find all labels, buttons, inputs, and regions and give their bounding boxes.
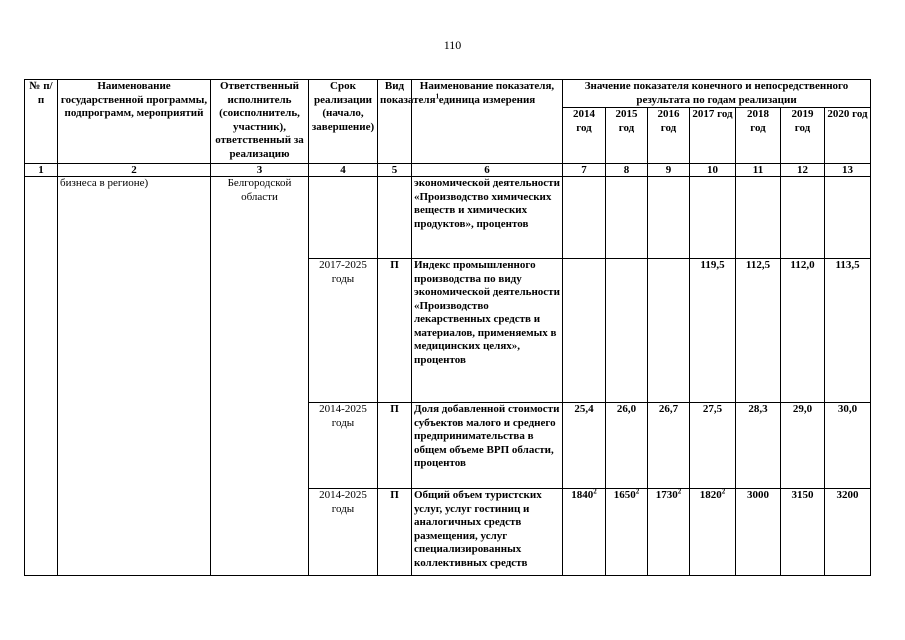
- cell-program-name: бизнеса в регионе): [58, 177, 211, 576]
- cell-responsible: Белгородской области: [211, 177, 309, 576]
- cell-value-2018: 112,5: [736, 259, 781, 403]
- column-number: 11: [736, 164, 781, 177]
- column-number: 2: [58, 164, 211, 177]
- cell-value-2017: 27,5: [690, 403, 736, 489]
- cell-kind: П: [378, 489, 412, 576]
- header-num: № п/п: [25, 80, 58, 164]
- page-number: 110: [443, 38, 462, 52]
- column-number: 4: [309, 164, 378, 177]
- header-values-group: Значение показателя конечного и непосредственного результата по годам реализации: [563, 80, 871, 108]
- cell-value-2020: 3200: [825, 489, 871, 576]
- header-year-2019: 2019 год: [781, 108, 825, 164]
- cell-kind: [378, 177, 412, 259]
- cell-indicator: Доля добавленной стоимости субъектов малого и среднего предпринимательства в общем объеме ВРП области, процентов: [412, 403, 563, 489]
- column-number: 12: [781, 164, 825, 177]
- column-number: 8: [606, 164, 648, 177]
- cell-value-2015: 1650$^2$: [606, 489, 648, 576]
- column-number: 7: [563, 164, 606, 177]
- column-number: 5: [378, 164, 412, 177]
- column-numbers-row: [25, 164, 871, 177]
- cell-term: 2014-2025 годы: [309, 489, 378, 576]
- cell-term: 2014-2025 годы: [309, 403, 378, 489]
- cell-value-2018: 3000: [736, 489, 781, 576]
- cell-value: [563, 177, 606, 259]
- cell-value: [781, 177, 825, 259]
- header-year-2017: 2017 год: [690, 108, 736, 164]
- cell-value-2019: 29,0: [781, 403, 825, 489]
- header-year-2016: 2016 год: [648, 108, 690, 164]
- header-year-2018: 2018 год: [736, 108, 781, 164]
- header-year-2014: 2014 год: [563, 108, 606, 164]
- cell-value-2015: 26,0: [606, 403, 648, 489]
- column-number: 13: [825, 164, 871, 177]
- cell-value-2017: 119,5: [690, 259, 736, 403]
- header-term: Срок реализации (начало, завершение): [309, 80, 378, 164]
- cell-value: [825, 177, 871, 259]
- table-row: [25, 177, 871, 259]
- cell-value-2015: [606, 259, 648, 403]
- cell-value-2020: 30,0: [825, 403, 871, 489]
- cell-indicator: Общий объем туристских услуг, услуг гостиниц и аналогичных средств размещения, услуг специализированных коллективных средств: [412, 489, 563, 576]
- cell-value-2020: 113,5: [825, 259, 871, 403]
- cell-num: [25, 177, 58, 576]
- column-number: 9: [648, 164, 690, 177]
- cell-value-2018: 28,3: [736, 403, 781, 489]
- header-kind-footnote: 1: [435, 91, 440, 100]
- cell-value-2016: 1730$^2$: [648, 489, 690, 576]
- header-year-2020: 2020 год: [825, 108, 871, 164]
- header-kind: Вид показателя$^1$: [378, 80, 412, 164]
- cell-value-2017: 1820$^2$: [690, 489, 736, 576]
- cell-indicator: экономической деятельности «Производство химических веществ и химических продуктов», процентов: [412, 177, 563, 259]
- indicators-table: [24, 79, 871, 576]
- column-number: 1: [25, 164, 58, 177]
- header-responsible: Ответственный исполнитель (соисполнитель, участник), ответственный за реализацию: [211, 80, 309, 164]
- column-number: 10: [690, 164, 736, 177]
- cell-kind: П: [378, 259, 412, 403]
- cell-value-2019: 112,0: [781, 259, 825, 403]
- header-indicator: Наименование показателя, единица измерения: [412, 80, 563, 164]
- column-number: 3: [211, 164, 309, 177]
- cell-kind: П: [378, 403, 412, 489]
- cell-value-2014: [563, 259, 606, 403]
- cell-value: [648, 177, 690, 259]
- cell-term: 2017-2025 годы: [309, 259, 378, 403]
- cell-value-2014: 1840$^2$: [563, 489, 606, 576]
- header-year-2015: 2015 год: [606, 108, 648, 164]
- header-name: Наименование государственной программы, подпрограмм, мероприятий: [58, 80, 211, 164]
- cell-value: [606, 177, 648, 259]
- cell-value-2019: 3150: [781, 489, 825, 576]
- cell-value-2014: 25,4: [563, 403, 606, 489]
- cell-value: [690, 177, 736, 259]
- cell-term: [309, 177, 378, 259]
- cell-indicator: Индекс промышленного производства по виду экономической деятельности «Производство лекарственных средств и материалов, применяемых в медицинских целях», процентов: [412, 259, 563, 403]
- cell-value-2016: [648, 259, 690, 403]
- column-number: 6: [412, 164, 563, 177]
- cell-value-2016: 26,7: [648, 403, 690, 489]
- cell-value: [736, 177, 781, 259]
